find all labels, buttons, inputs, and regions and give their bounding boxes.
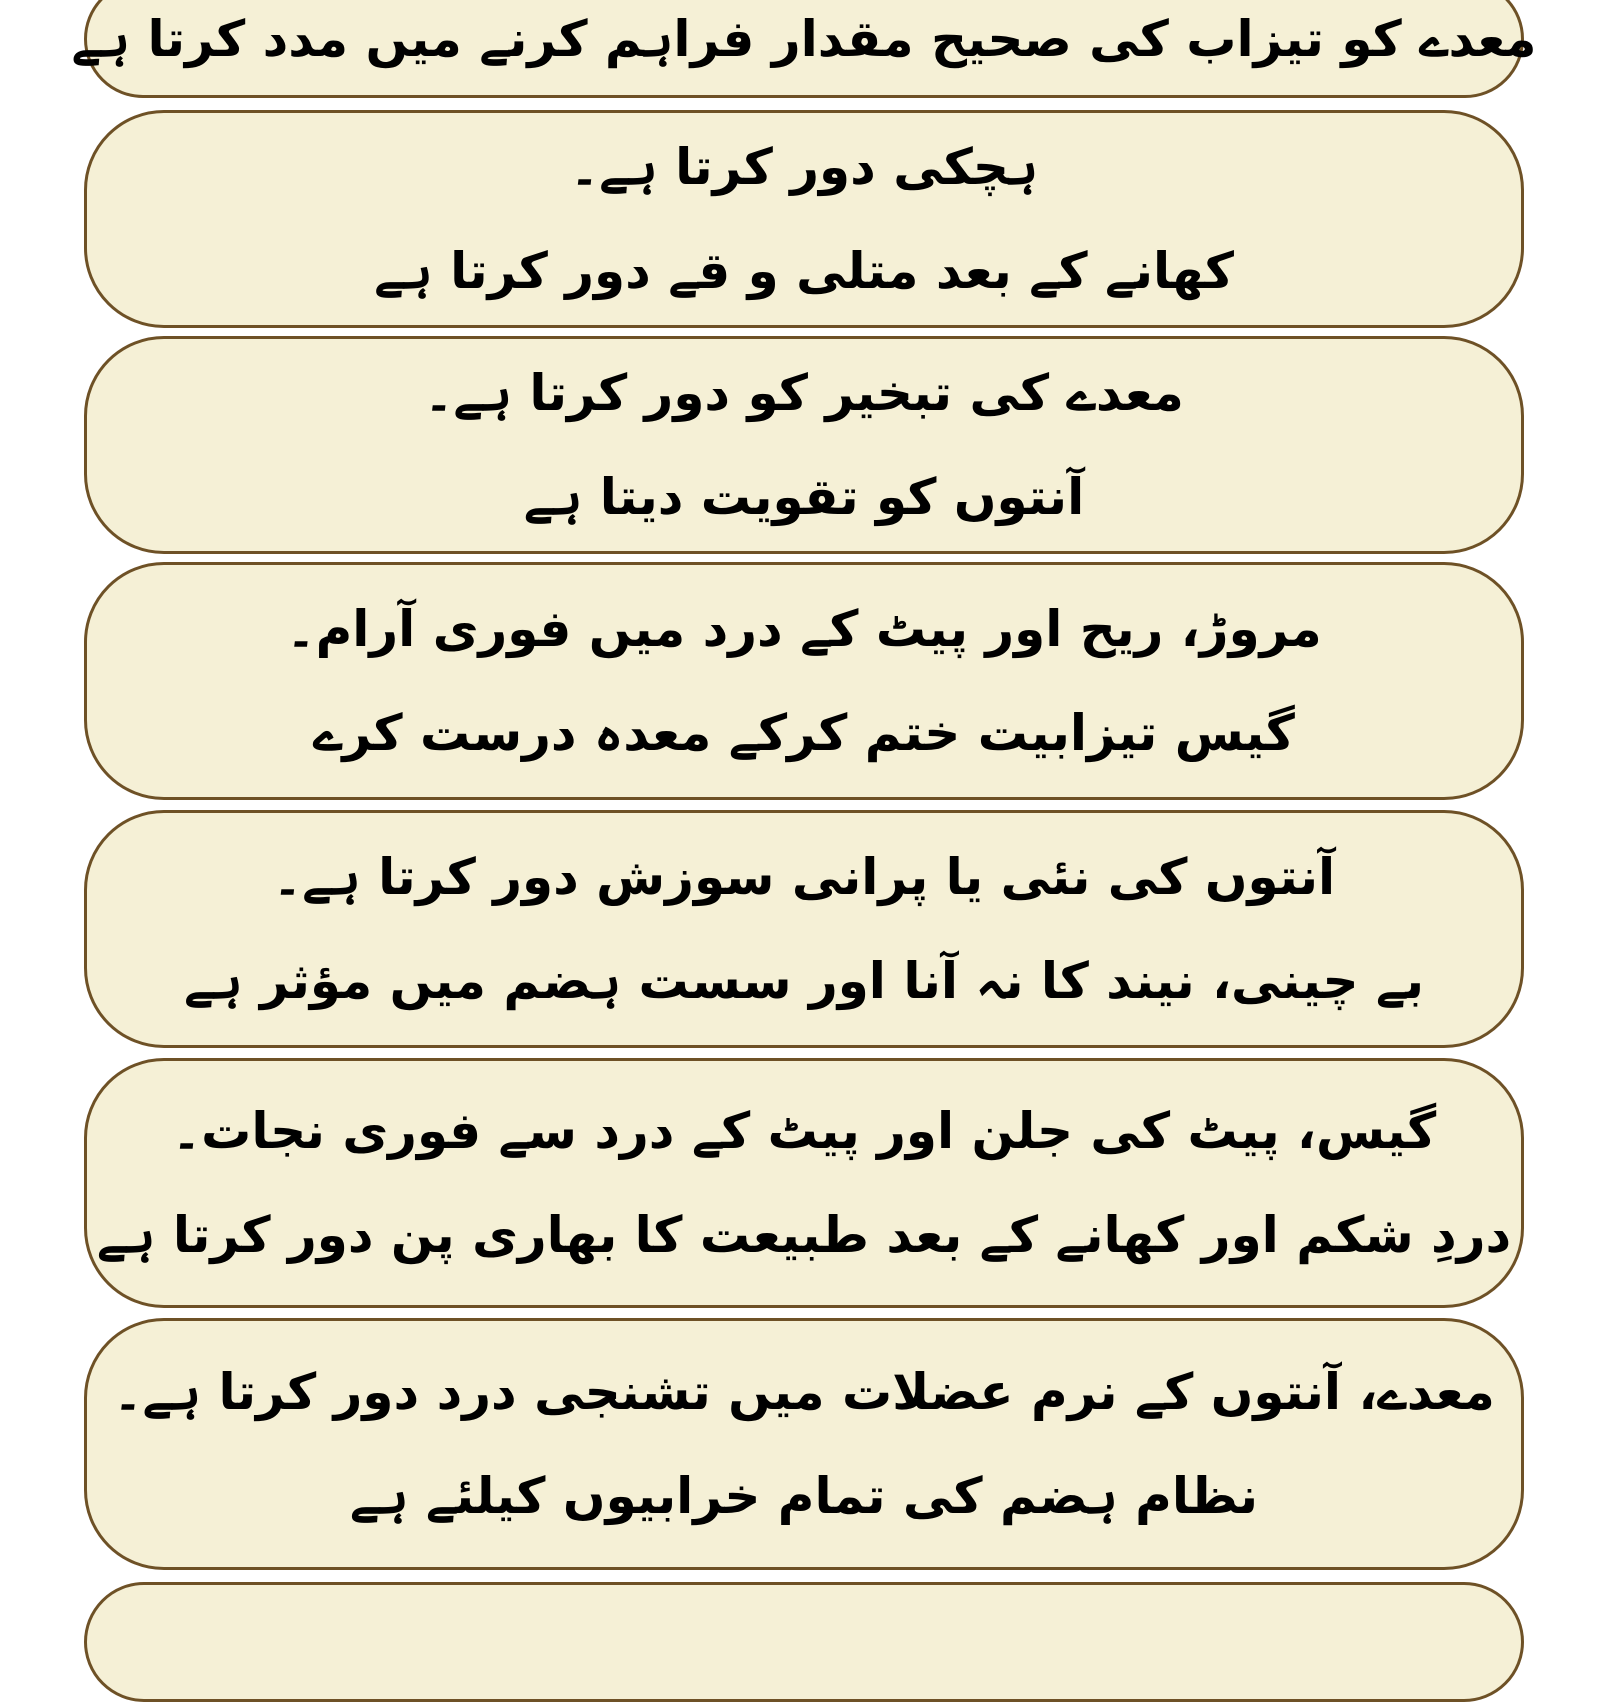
benefit-line: معدے، آنتوں کے نرم عضلات میں تشنجی درد دور کرتا ہے۔: [113, 1363, 1495, 1421]
benefit-line: معدے کی تبخیر کو دور کرتا ہے۔: [424, 364, 1184, 422]
benefit-card-7: [84, 1318, 1524, 1570]
benefit-card-8: [84, 1582, 1524, 1702]
benefit-line: معدے کو تیزاب کی صحیح مقدار فراہم کرنے میں مدد کرتا ہے: [71, 10, 1537, 68]
benefit-card-1: [71, 0, 1537, 98]
benefit-line: نظام ہضم کی تمام خرابیوں کیلئے ہے: [349, 1467, 1259, 1525]
benefit-line: آنتوں کی نئی یا پرانی سوزش دور کرتا ہے۔: [272, 848, 1336, 906]
benefit-card-2: [84, 110, 1524, 328]
benefit-card-4: [84, 562, 1524, 800]
benefit-line: کھانے کے بعد متلی و قے دور کرتا ہے: [374, 242, 1234, 300]
benefit-line: گیس، پیٹ کی جلن اور پیٹ کے درد سے فوری نجات۔: [171, 1102, 1437, 1160]
benefit-line: گیس تیزابیت ختم کرکے معدہ درست کرے: [313, 704, 1295, 762]
benefit-line: مروڑ، ریح اور پیٹ کے درد میں فوری آرام۔: [286, 600, 1322, 658]
benefit-line: ہچکی دور کرتا ہے۔: [569, 138, 1039, 196]
benefit-line: آنتوں کو تقویت دیتا ہے: [523, 468, 1085, 526]
benefit-line: دردِ شکم اور کھانے کے بعد طبیعت کا بھاری پن دور کرتا ہے: [96, 1206, 1512, 1264]
benefit-card-3: [84, 336, 1524, 554]
benefit-card-6: [84, 1058, 1524, 1308]
benefit-card-5: [84, 810, 1524, 1048]
benefit-line: بے چینی، نیند کا نہ آنا اور سست ہضم میں مؤثر ہے: [184, 952, 1424, 1010]
